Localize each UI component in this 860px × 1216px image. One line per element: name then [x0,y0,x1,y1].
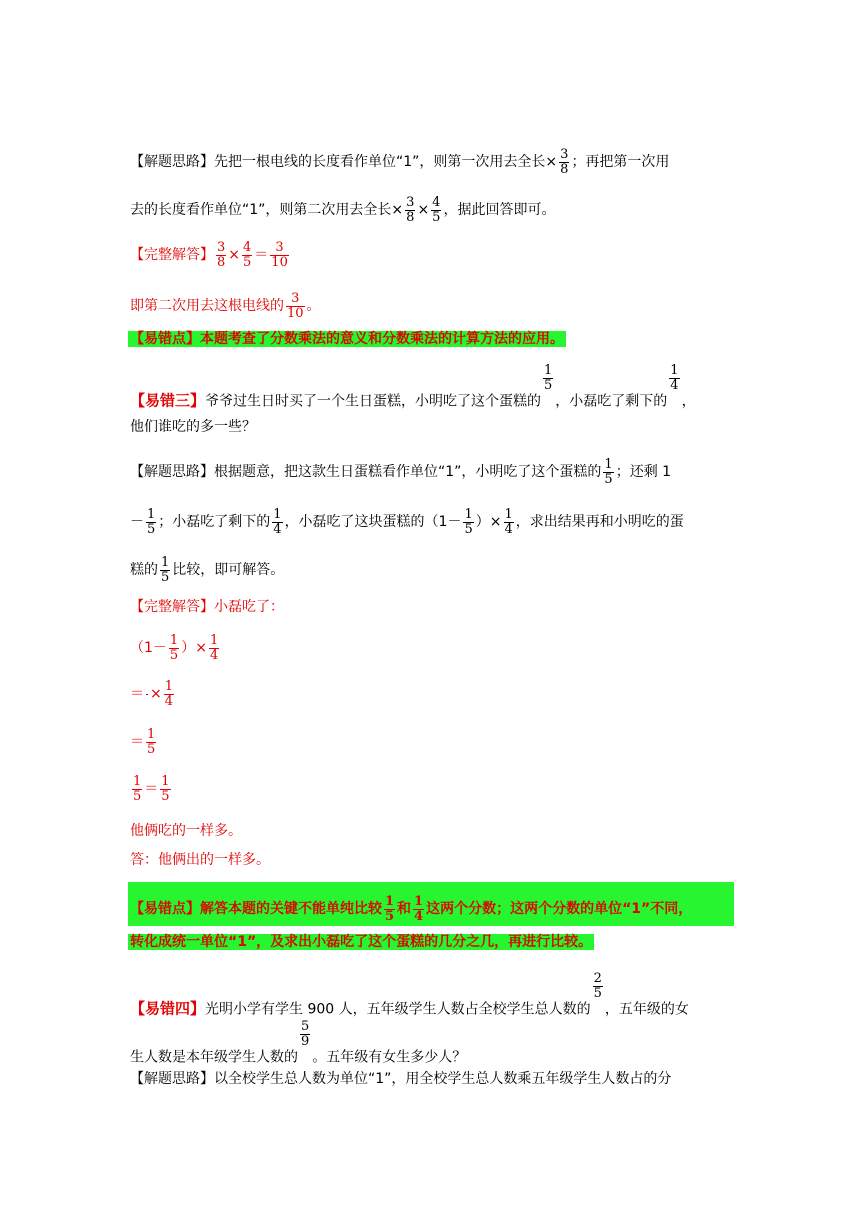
fraction: $\frac{1}{5}$ [161,774,170,804]
fraction: $\frac{3}{8}$ [406,195,415,225]
fraction: $\frac{2}{5}$ [593,971,602,1001]
fraction: $\frac{3}{8}$ [217,240,226,270]
answer-text: 答：他俩出的一样多。 [130,852,270,868]
error-point: 【易错点】解答本题的关键不能单纯比较 $\frac{1}{5}$ 和 $\frac{1}{4}$ 这两个分数；这两个分数的单位“1”不同， [130,894,693,924]
fraction: $\frac{1}{5}$ [147,727,156,757]
question-line: 他们谁吃的多一些？ [130,419,256,435]
section-tag: 【易错四】 [130,999,206,1018]
solution-line: 去的长度看作单位“1”，则第二次用去全长× $\frac{3}{8}$ × $\frac{4}{5}$ ，据此回答即可。 [130,195,556,225]
fraction: $\frac{1}{4}$ [414,894,424,924]
calc-line: ＝ $\frac{1}{5}$ [130,727,156,757]
section-tag: 【易错三】 [130,391,206,410]
fraction: $\frac{4}{5}$ [432,195,441,225]
solution-line: 糕的 $\frac{1}{5}$ 比较，即可解答。 [130,555,285,585]
fraction: $\frac{3}{10}$ [271,240,288,270]
fraction: $\frac{1}{4}$ [670,363,679,393]
calc-line: ＝ × $\frac{1}{4}$ [130,679,174,709]
fraction: $\frac{1}{4}$ [273,507,282,537]
fraction: $\frac{1}{5}$ [161,555,170,585]
solution-line: 【解题思路】先把一根电线的长度看作单位“1”，则第一次用去全长× $\frac{3}{8}$ ；再把第一次用 [130,147,670,177]
solution-line: － $\frac{1}{5}$ ；小磊吃了剩下的 $\frac{1}{4}$ ，小磊吃了这块蛋糕的（1－ $\frac{1}{5}$ ）× $\frac{1}{4}$ ，求出结果再和小明吃的蛋 [130,507,684,537]
fraction: $\frac{1}{5}$ [169,633,179,663]
question-line: 生人数是本年级学生人数的 $\frac{5}{9}$ 。五年级有女生多少人？ [130,1019,467,1066]
fraction: $\frac{1}{4}$ [164,679,174,709]
section-tag: 【解题思路】 [130,464,214,481]
solution-line: 【解题思路】根据题意，把这款生日蛋糕看作单位“1”，小明吃了这个蛋糕的 $\frac{1}{5}$ ；还剩 1 [130,457,672,487]
fraction: $\frac{5}{9}$ [301,1019,310,1049]
fraction: $\frac{1}{5}$ [147,507,156,537]
fraction: $\frac{1}{5}$ [133,774,142,804]
calc-line: （1－ $\frac{1}{5}$ ）× $\frac{1}{4}$ [130,633,219,663]
error-point: 转化成统一单位“1”，及求出小磊吃了这个蛋糕的几分之几，再进行比较。 [130,934,593,950]
answer-tag: 【完整解答】 [130,599,214,615]
fraction: $\frac{3}{8}$ [560,147,569,177]
fraction: $\frac{1}{5}$ [544,363,553,393]
fraction: $\frac{1}{4}$ [504,507,513,537]
result-line: 他俩吃的一样多。 [130,823,242,839]
fraction: $\frac{1}{5}$ [464,507,473,537]
fraction: $\frac{1}{4}$ [209,633,219,663]
section-tag: 【解题思路】 [130,1071,214,1087]
answer-line: 【完整解答】 $\frac{3}{8}$ × $\frac{4}{5}$ ＝ $\frac{3}{10}$ [130,240,288,270]
fraction [146,694,148,695]
error-point: 【易错点】本题考查了分数乘法的意义和分数乘法的计算方法的应用。 [130,331,564,347]
answer-line: 【完整解答】小磊吃了： [130,599,284,615]
calc-line: $\frac{1}{5}$ ＝ $\frac{1}{5}$ [133,774,170,804]
fraction: $\frac{1}{5}$ [604,457,613,487]
solution-line: 【解题思路】以全校学生总人数为单位“1”，用全校学生总人数乘五年级学生人数占的分 [130,1071,672,1087]
answer-tag: 【完整解答】 [130,247,214,264]
fraction: $\frac{1}{5}$ [385,894,395,924]
question-line: 【易错四】光明小学有学生 900 人，五年级学生人数占全校学生总人数的 $\frac{2}{5}$ ，五年级的女 [130,971,689,1018]
answer-line: 即第二次用去这根电线的 $\frac{3}{10}$ 。 [130,291,321,321]
fraction: $\frac{3}{10}$ [287,291,304,321]
question-line: 【易错三】爷爷过生日时买了一个生日蛋糕，小明吃了这个蛋糕的 $\frac{1}{5}$ ，小磊吃了剩下的 $\frac{1}{4}$ ， [130,363,696,410]
fraction: $\frac{4}{5}$ [243,240,252,270]
section-tag: 【解题思路】 [130,154,214,171]
